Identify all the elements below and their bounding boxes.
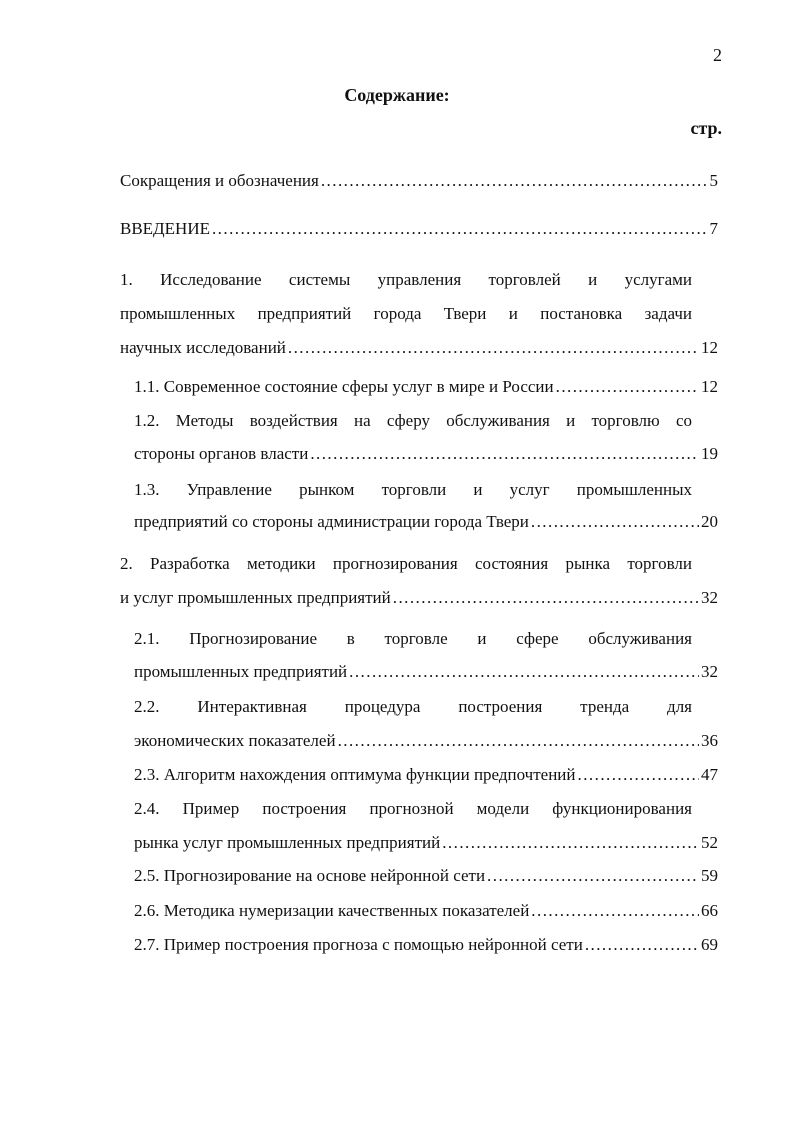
toc-section-1-2-line-2 (134, 441, 718, 467)
toc-page-number: 69 (701, 935, 718, 954)
toc-leader (310, 441, 699, 467)
toc-entry-text: ВВЕДЕНИЕ (120, 219, 210, 238)
toc-entry-text: 2.5. Прогнозирование на основе нейронной сети (134, 866, 486, 885)
toc-entry-text: и услуг промышленных предприятий (120, 588, 391, 607)
toc-leader (531, 509, 699, 535)
toc-chapter-1-line-2: промышленных предприятий города Твери и постановка задачи (120, 304, 692, 323)
toc-chapter-2-line-2 (120, 585, 718, 611)
toc-leader (393, 585, 699, 611)
toc-page-number: 7 (709, 219, 718, 238)
toc-page-number: 32 (701, 662, 718, 681)
toc-leader (578, 762, 699, 788)
toc-section-2-1-line-2 (134, 659, 718, 685)
toc-entry-text: предприятий со стороны администрации города Твери (134, 512, 529, 531)
toc-leader (349, 659, 699, 685)
toc-entry-text: 2.7. Пример построения прогноза с помощью нейронной сети (134, 935, 583, 954)
toc-leader (442, 830, 699, 856)
toc-entry-text: промышленных предприятий (134, 662, 348, 681)
toc-section-1-1 (134, 374, 718, 400)
toc-entry-abbreviations (120, 168, 718, 194)
toc-section-2-6 (134, 898, 718, 924)
toc-page-number: 5 (709, 171, 718, 190)
toc-entry-text: научных исследований (120, 338, 286, 357)
toc-leader (321, 168, 708, 194)
page-title: Содержание: (344, 85, 450, 105)
toc-section-2-2-line-1: 2.2. Интерактивная процедура построения тренда для (134, 697, 692, 716)
toc-entry-text: стороны органов власти (134, 444, 309, 463)
toc-page-number: 52 (701, 833, 718, 852)
toc-entry-text: 1.1. Современное состояние сферы услуг в мире и России (134, 377, 554, 396)
toc-page-number: 19 (701, 444, 718, 463)
toc-section-2-3 (134, 762, 718, 788)
toc-section-1-2-line-1: 1.2. Методы воздействия на сферу обслуживания и торговлю со (134, 411, 692, 430)
toc-leader (556, 374, 699, 400)
toc-section-2-1-line-1: 2.1. Прогнозирование в торговле и сфере обслуживания (134, 629, 692, 648)
page-column-header: стр. (690, 118, 722, 138)
toc-section-1-3-line-1: 1.3. Управление рынком торговли и услуг промышленных (134, 480, 692, 499)
toc-entry-text: Сокращения и обозначения (120, 171, 319, 190)
toc-entry-text: экономических показателей (134, 731, 336, 750)
toc-section-2-2-line-2 (134, 728, 718, 754)
toc-page-number: 32 (701, 588, 718, 607)
toc-leader (585, 932, 699, 958)
toc-section-2-4-line-1: 2.4. Пример построения прогнозной модели функционирования (134, 799, 692, 818)
toc-leader (212, 216, 708, 242)
toc-section-2-5 (134, 863, 718, 889)
toc-section-2-7 (134, 932, 718, 958)
toc-page-number: 66 (701, 901, 718, 920)
toc-page-number: 47 (701, 765, 718, 784)
toc-entry-introduction (120, 216, 718, 242)
toc-section-2-4-line-2 (134, 830, 718, 856)
page-number: 2 (713, 45, 722, 65)
toc-leader (288, 335, 699, 361)
toc-entry-text: 2.3. Алгоритм нахождения оптимума функции предпочтений (134, 765, 576, 784)
toc-page-number: 36 (701, 731, 718, 750)
toc-page-number: 20 (701, 512, 718, 531)
toc-entry-text: рынка услуг промышленных предприятий (134, 833, 441, 852)
toc-section-1-3-line-2 (134, 509, 718, 535)
toc-chapter-2-line-1: 2. Разработка методики прогнозирования состояния рынка торговли (120, 554, 692, 573)
toc-leader (531, 898, 699, 924)
toc-leader (338, 728, 699, 754)
toc-page-number: 12 (701, 338, 718, 357)
toc-page-number: 59 (701, 866, 718, 885)
toc-chapter-1-line-3 (120, 335, 718, 361)
toc-chapter-1-line-1: 1. Исследование системы управления торговлей и услугами (120, 270, 692, 289)
toc-page-number: 12 (701, 377, 718, 396)
toc-leader (487, 863, 699, 889)
toc-entry-text: 2.6. Методика нумеризации качественных показателей (134, 901, 530, 920)
